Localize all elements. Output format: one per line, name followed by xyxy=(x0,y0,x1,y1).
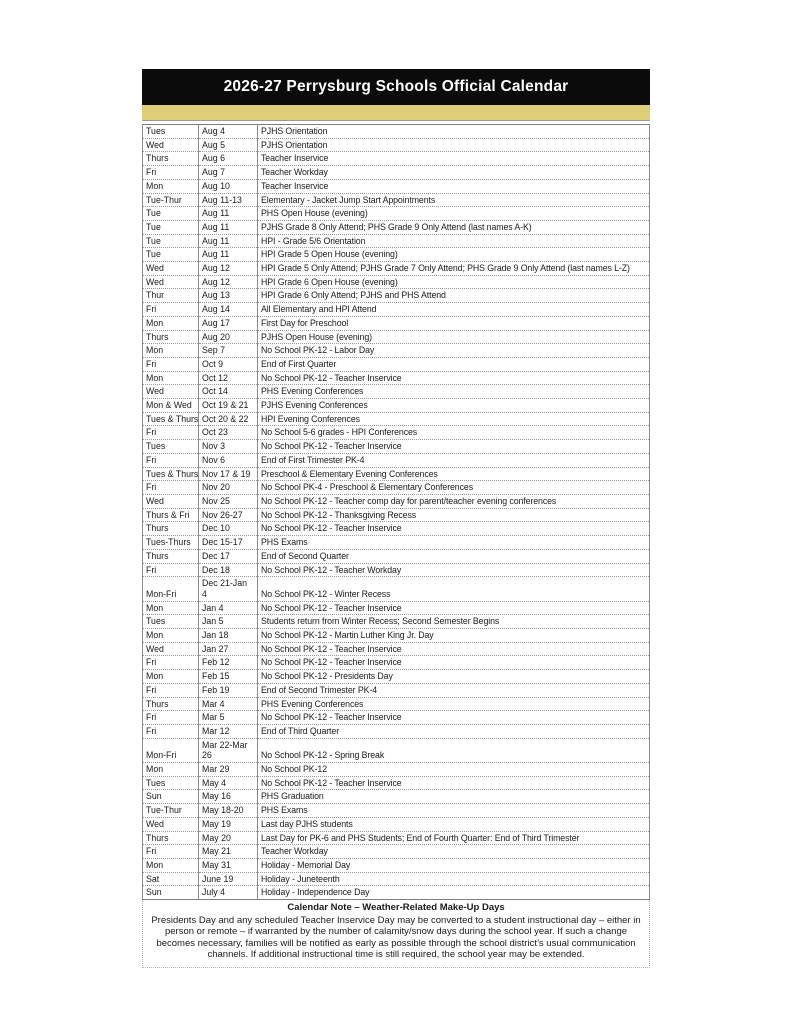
event-cell: End of Second Trimester PK-4 xyxy=(258,683,650,697)
event-cell: No School PK-12 - Teacher Inservice xyxy=(258,656,650,670)
day-cell: Mon xyxy=(143,858,199,872)
date-cell: Dec 17 xyxy=(199,549,258,563)
date-cell: Nov 25 xyxy=(199,494,258,508)
day-cell: Fri xyxy=(143,303,199,317)
date-cell: Sep 7 xyxy=(199,344,258,358)
table-row xyxy=(143,790,650,804)
date-cell: Aug 4 xyxy=(199,125,258,139)
date-cell: Jan 4 xyxy=(199,601,258,615)
event-cell: PJHS Open House (evening) xyxy=(258,330,650,344)
date-cell: Oct 20 & 22 xyxy=(199,412,258,426)
date-cell: Aug 11-13 xyxy=(199,193,258,207)
date-cell: May 18-20 xyxy=(199,804,258,818)
date-cell: May 16 xyxy=(199,790,258,804)
day-cell: Wed xyxy=(143,642,199,656)
event-cell: No School PK-12 - Teacher Inservice xyxy=(258,522,650,536)
table-row xyxy=(143,330,650,344)
table-row xyxy=(143,629,650,643)
date-cell: Mar 29 xyxy=(199,763,258,777)
day-cell: Mon xyxy=(143,601,199,615)
table-row xyxy=(143,357,650,371)
date-cell: May 19 xyxy=(199,817,258,831)
event-cell: No School 5-6 grades - HPI Conferences xyxy=(258,426,650,440)
date-cell: Aug 10 xyxy=(199,179,258,193)
gold-accent-band xyxy=(142,105,650,121)
table-row xyxy=(143,494,650,508)
event-cell: Last Day for PK-6 and PHS Students; End of Fourth Quarter: End of Third Trimester xyxy=(258,831,650,845)
table-row xyxy=(143,179,650,193)
day-cell: Fri xyxy=(143,845,199,859)
table-row xyxy=(143,262,650,276)
table-row xyxy=(143,220,650,234)
event-cell: Teacher Workday xyxy=(258,166,650,180)
event-cell: PHS Evening Conferences xyxy=(258,697,650,711)
event-cell: Teacher Workday xyxy=(258,845,650,859)
day-cell: Fri xyxy=(143,724,199,738)
event-cell: No School PK-12 - Teacher comp day for parent/teacher evening conferences xyxy=(258,494,650,508)
table-row xyxy=(143,724,650,738)
day-cell: Tue xyxy=(143,248,199,262)
day-cell: Mon xyxy=(143,763,199,777)
date-cell: Dec 10 xyxy=(199,522,258,536)
table-row xyxy=(143,289,650,303)
table-row xyxy=(143,872,650,886)
date-cell: Aug 11 xyxy=(199,220,258,234)
day-cell: Tues-Thurs xyxy=(143,536,199,550)
event-cell: No School PK-4 - Preschool & Elementary Conferences xyxy=(258,481,650,495)
table-row xyxy=(143,711,650,725)
event-cell: Holiday - Memorial Day xyxy=(258,858,650,872)
date-cell: Aug 11 xyxy=(199,207,258,221)
table-row xyxy=(143,316,650,330)
table-row xyxy=(143,656,650,670)
date-cell: June 19 xyxy=(199,872,258,886)
event-cell: Last day PJHS students xyxy=(258,817,650,831)
table-row xyxy=(143,303,650,317)
event-cell: HPI - Grade 5/6 Orientation xyxy=(258,234,650,248)
table-row xyxy=(143,845,650,859)
date-cell: Nov 6 xyxy=(199,453,258,467)
event-cell: Elementary - Jacket Jump Start Appointments xyxy=(258,193,650,207)
note-body: Presidents Day and any scheduled Teacher Inservice Day may be converted to a student instructional day – either in person or remote – if warranted by the number of calamity/snow days during the school year. If such a change becomes necessary, families will be notified as early as possible through the school district’s usual communication channels. If additional instructional time is still required, the school year may be extended. xyxy=(151,914,641,961)
event-cell: End of Second Quarter xyxy=(258,549,650,563)
date-cell: Oct 9 xyxy=(199,357,258,371)
event-cell: HPI Grade 5 Open House (evening) xyxy=(258,248,650,262)
event-cell: No School PK-12 - Spring Break xyxy=(258,738,650,762)
event-cell: End of First Trimester PK-4 xyxy=(258,453,650,467)
date-cell: Oct 23 xyxy=(199,426,258,440)
day-cell: Thurs xyxy=(143,831,199,845)
day-cell: Thurs xyxy=(143,697,199,711)
date-cell: Oct 14 xyxy=(199,385,258,399)
day-cell: Fri xyxy=(143,683,199,697)
date-cell: Feb 15 xyxy=(199,670,258,684)
date-cell: Jan 18 xyxy=(199,629,258,643)
day-cell: Fri xyxy=(143,166,199,180)
date-cell: July 4 xyxy=(199,886,258,900)
schedule-table-body xyxy=(143,125,650,900)
date-cell: May 4 xyxy=(199,776,258,790)
table-row xyxy=(143,738,650,762)
event-cell: No School PK-12 - Thanksgiving Recess xyxy=(258,508,650,522)
date-cell: Oct 19 & 21 xyxy=(199,399,258,413)
event-cell: No School PK-12 - Winter Recess xyxy=(258,577,650,601)
event-cell: All Elementary and HPI Attend xyxy=(258,303,650,317)
day-cell: Tue xyxy=(143,220,199,234)
day-cell: Fri xyxy=(143,563,199,577)
day-cell: Mon xyxy=(143,629,199,643)
date-cell: Jan 27 xyxy=(199,642,258,656)
event-cell: No School PK-12 - Teacher Inservice xyxy=(258,371,650,385)
event-cell: PHS Exams xyxy=(258,804,650,818)
event-cell: PJHS Grade 8 Only Attend; PHS Grade 9 Only Attend (last names A-K) xyxy=(258,220,650,234)
date-cell: Mar 5 xyxy=(199,711,258,725)
table-row xyxy=(143,615,650,629)
table-row xyxy=(143,508,650,522)
event-cell: First Day for Preschool xyxy=(258,316,650,330)
day-cell: Fri xyxy=(143,426,199,440)
event-cell: PJHS Orientation xyxy=(258,125,650,139)
day-cell: Tue xyxy=(143,207,199,221)
event-cell: HPI Grade 6 Open House (evening) xyxy=(258,275,650,289)
day-cell: Thurs & Fri xyxy=(143,508,199,522)
event-cell: No School PK-12 - Teacher Inservice xyxy=(258,642,650,656)
table-row xyxy=(143,601,650,615)
day-cell: Wed xyxy=(143,817,199,831)
event-cell: No School PK-12 - Teacher Workday xyxy=(258,563,650,577)
event-cell: HPI Grade 5 Only Attend; PJHS Grade 7 Only Attend; PHS Grade 9 Only Attend (last names L-Z) xyxy=(258,262,650,276)
day-cell: Tues xyxy=(143,125,199,139)
event-cell: PHS Open House (evening) xyxy=(258,207,650,221)
day-cell: Fri xyxy=(143,711,199,725)
date-cell: Aug 6 xyxy=(199,152,258,166)
event-cell: PHS Graduation xyxy=(258,790,650,804)
event-cell: No School PK-12 - Martin Luther King Jr. Day xyxy=(258,629,650,643)
table-row xyxy=(143,440,650,454)
table-row xyxy=(143,193,650,207)
date-cell: Mar 22-Mar 26 xyxy=(199,738,258,762)
header-band xyxy=(142,69,650,105)
day-cell: Mon xyxy=(143,179,199,193)
date-cell: Aug 11 xyxy=(199,234,258,248)
date-cell: Aug 5 xyxy=(199,138,258,152)
page-title: 2026-27 Perrysburg Schools Official Calendar xyxy=(223,78,569,95)
table-row xyxy=(143,522,650,536)
day-cell: Tue-Thur xyxy=(143,193,199,207)
day-cell: Fri xyxy=(143,453,199,467)
day-cell: Thurs xyxy=(143,549,199,563)
event-cell: PJHS Orientation xyxy=(258,138,650,152)
table-row xyxy=(143,697,650,711)
table-row xyxy=(143,536,650,550)
table-row xyxy=(143,763,650,777)
day-cell: Tues xyxy=(143,615,199,629)
day-cell: Thurs xyxy=(143,330,199,344)
day-cell: Wed xyxy=(143,275,199,289)
day-cell: Thurs xyxy=(143,522,199,536)
day-cell: Mon & Wed xyxy=(143,399,199,413)
table-row xyxy=(143,642,650,656)
date-cell: Aug 17 xyxy=(199,316,258,330)
day-cell: Tues & Thurs xyxy=(143,412,199,426)
date-cell: Mar 12 xyxy=(199,724,258,738)
event-cell: PJHS Evening Conferences xyxy=(258,399,650,413)
date-cell: Nov 20 xyxy=(199,481,258,495)
date-cell: Jan 5 xyxy=(199,615,258,629)
date-cell: May 31 xyxy=(199,858,258,872)
day-cell: Wed xyxy=(143,494,199,508)
date-cell: Aug 12 xyxy=(199,262,258,276)
table-row xyxy=(143,817,650,831)
event-cell: Teacher Inservice xyxy=(258,152,650,166)
table-row xyxy=(143,138,650,152)
date-cell: Aug 20 xyxy=(199,330,258,344)
date-cell: Feb 19 xyxy=(199,683,258,697)
day-cell: Sun xyxy=(143,886,199,900)
date-cell: Aug 14 xyxy=(199,303,258,317)
event-cell: No School PK-12 - Presidents Day xyxy=(258,670,650,684)
day-cell: Tue xyxy=(143,234,199,248)
table-row xyxy=(143,385,650,399)
table-row xyxy=(143,549,650,563)
table-row xyxy=(143,234,650,248)
event-cell: End of First Quarter xyxy=(258,357,650,371)
event-cell: PHS Exams xyxy=(258,536,650,550)
date-cell: Oct 12 xyxy=(199,371,258,385)
table-row xyxy=(143,412,650,426)
event-cell: No School PK-12 - Teacher Inservice xyxy=(258,776,650,790)
event-cell: No School PK-12 - Labor Day xyxy=(258,344,650,358)
day-cell: Wed xyxy=(143,385,199,399)
date-cell: Aug 12 xyxy=(199,275,258,289)
event-cell: Holiday - Juneteenth xyxy=(258,872,650,886)
event-cell: HPI Grade 6 Only Attend; PJHS and PHS Attend xyxy=(258,289,650,303)
date-cell: Aug 13 xyxy=(199,289,258,303)
day-cell: Fri xyxy=(143,357,199,371)
event-cell: PHS Evening Conferences xyxy=(258,385,650,399)
table-row xyxy=(143,481,650,495)
schedule-table xyxy=(142,124,650,900)
date-cell: Nov 17 & 19 xyxy=(199,467,258,481)
date-cell: Dec 15-17 xyxy=(199,536,258,550)
day-cell: Tues xyxy=(143,776,199,790)
day-cell: Thur xyxy=(143,289,199,303)
event-cell: No School PK-12 - Teacher Inservice xyxy=(258,601,650,615)
table-row xyxy=(143,670,650,684)
table-row xyxy=(143,886,650,900)
table-row xyxy=(143,683,650,697)
table-row xyxy=(143,563,650,577)
event-cell: End of Third Quarter xyxy=(258,724,650,738)
day-cell: Fri xyxy=(143,656,199,670)
event-cell: No School PK-12 - Teacher Inservice xyxy=(258,440,650,454)
table-row xyxy=(143,831,650,845)
date-cell: Feb 12 xyxy=(199,656,258,670)
day-cell: Mon xyxy=(143,316,199,330)
day-cell: Sun xyxy=(143,790,199,804)
table-row xyxy=(143,344,650,358)
table-row xyxy=(143,776,650,790)
day-cell: Mon-Fri xyxy=(143,738,199,762)
table-row xyxy=(143,125,650,139)
table-row xyxy=(143,166,650,180)
table-row xyxy=(143,453,650,467)
day-cell: Mon-Fri xyxy=(143,577,199,601)
event-cell: Teacher Inservice xyxy=(258,179,650,193)
day-cell: Wed xyxy=(143,262,199,276)
table-row xyxy=(143,858,650,872)
table-row xyxy=(143,399,650,413)
event-cell: No School PK-12 xyxy=(258,763,650,777)
day-cell: Sat xyxy=(143,872,199,886)
date-cell: Nov 26-27 xyxy=(199,508,258,522)
table-row xyxy=(143,275,650,289)
table-row xyxy=(143,207,650,221)
table-row xyxy=(143,426,650,440)
day-cell: Tue-Thur xyxy=(143,804,199,818)
table-row xyxy=(143,248,650,262)
note-section xyxy=(142,900,650,968)
note-title: Calendar Note – Weather-Related Make-Up Days xyxy=(287,902,505,914)
event-cell: Students return from Winter Recess; Second Semester Begins xyxy=(258,615,650,629)
day-cell: Thurs xyxy=(143,152,199,166)
day-cell: Mon xyxy=(143,670,199,684)
date-cell: Dec 21-Jan 4 xyxy=(199,577,258,601)
event-cell: HPI Evening Conferences xyxy=(258,412,650,426)
day-cell: Wed xyxy=(143,138,199,152)
date-cell: Nov 3 xyxy=(199,440,258,454)
table-row xyxy=(143,467,650,481)
table-row xyxy=(143,152,650,166)
date-cell: Aug 7 xyxy=(199,166,258,180)
date-cell: Dec 18 xyxy=(199,563,258,577)
day-cell: Tues xyxy=(143,440,199,454)
event-cell: Preschool & Elementary Evening Conferences xyxy=(258,467,650,481)
day-cell: Tues & Thurs xyxy=(143,467,199,481)
day-cell: Fri xyxy=(143,481,199,495)
day-cell: Mon xyxy=(143,344,199,358)
date-cell: May 20 xyxy=(199,831,258,845)
table-row xyxy=(143,577,650,601)
table-row xyxy=(143,804,650,818)
table-row xyxy=(143,371,650,385)
day-cell: Mon xyxy=(143,371,199,385)
date-cell: May 21 xyxy=(199,845,258,859)
date-cell: Aug 11 xyxy=(199,248,258,262)
event-cell: Holiday - Independence Day xyxy=(258,886,650,900)
calendar-document xyxy=(142,69,650,968)
date-cell: Mar 4 xyxy=(199,697,258,711)
event-cell: No School PK-12 - Teacher Inservice xyxy=(258,711,650,725)
